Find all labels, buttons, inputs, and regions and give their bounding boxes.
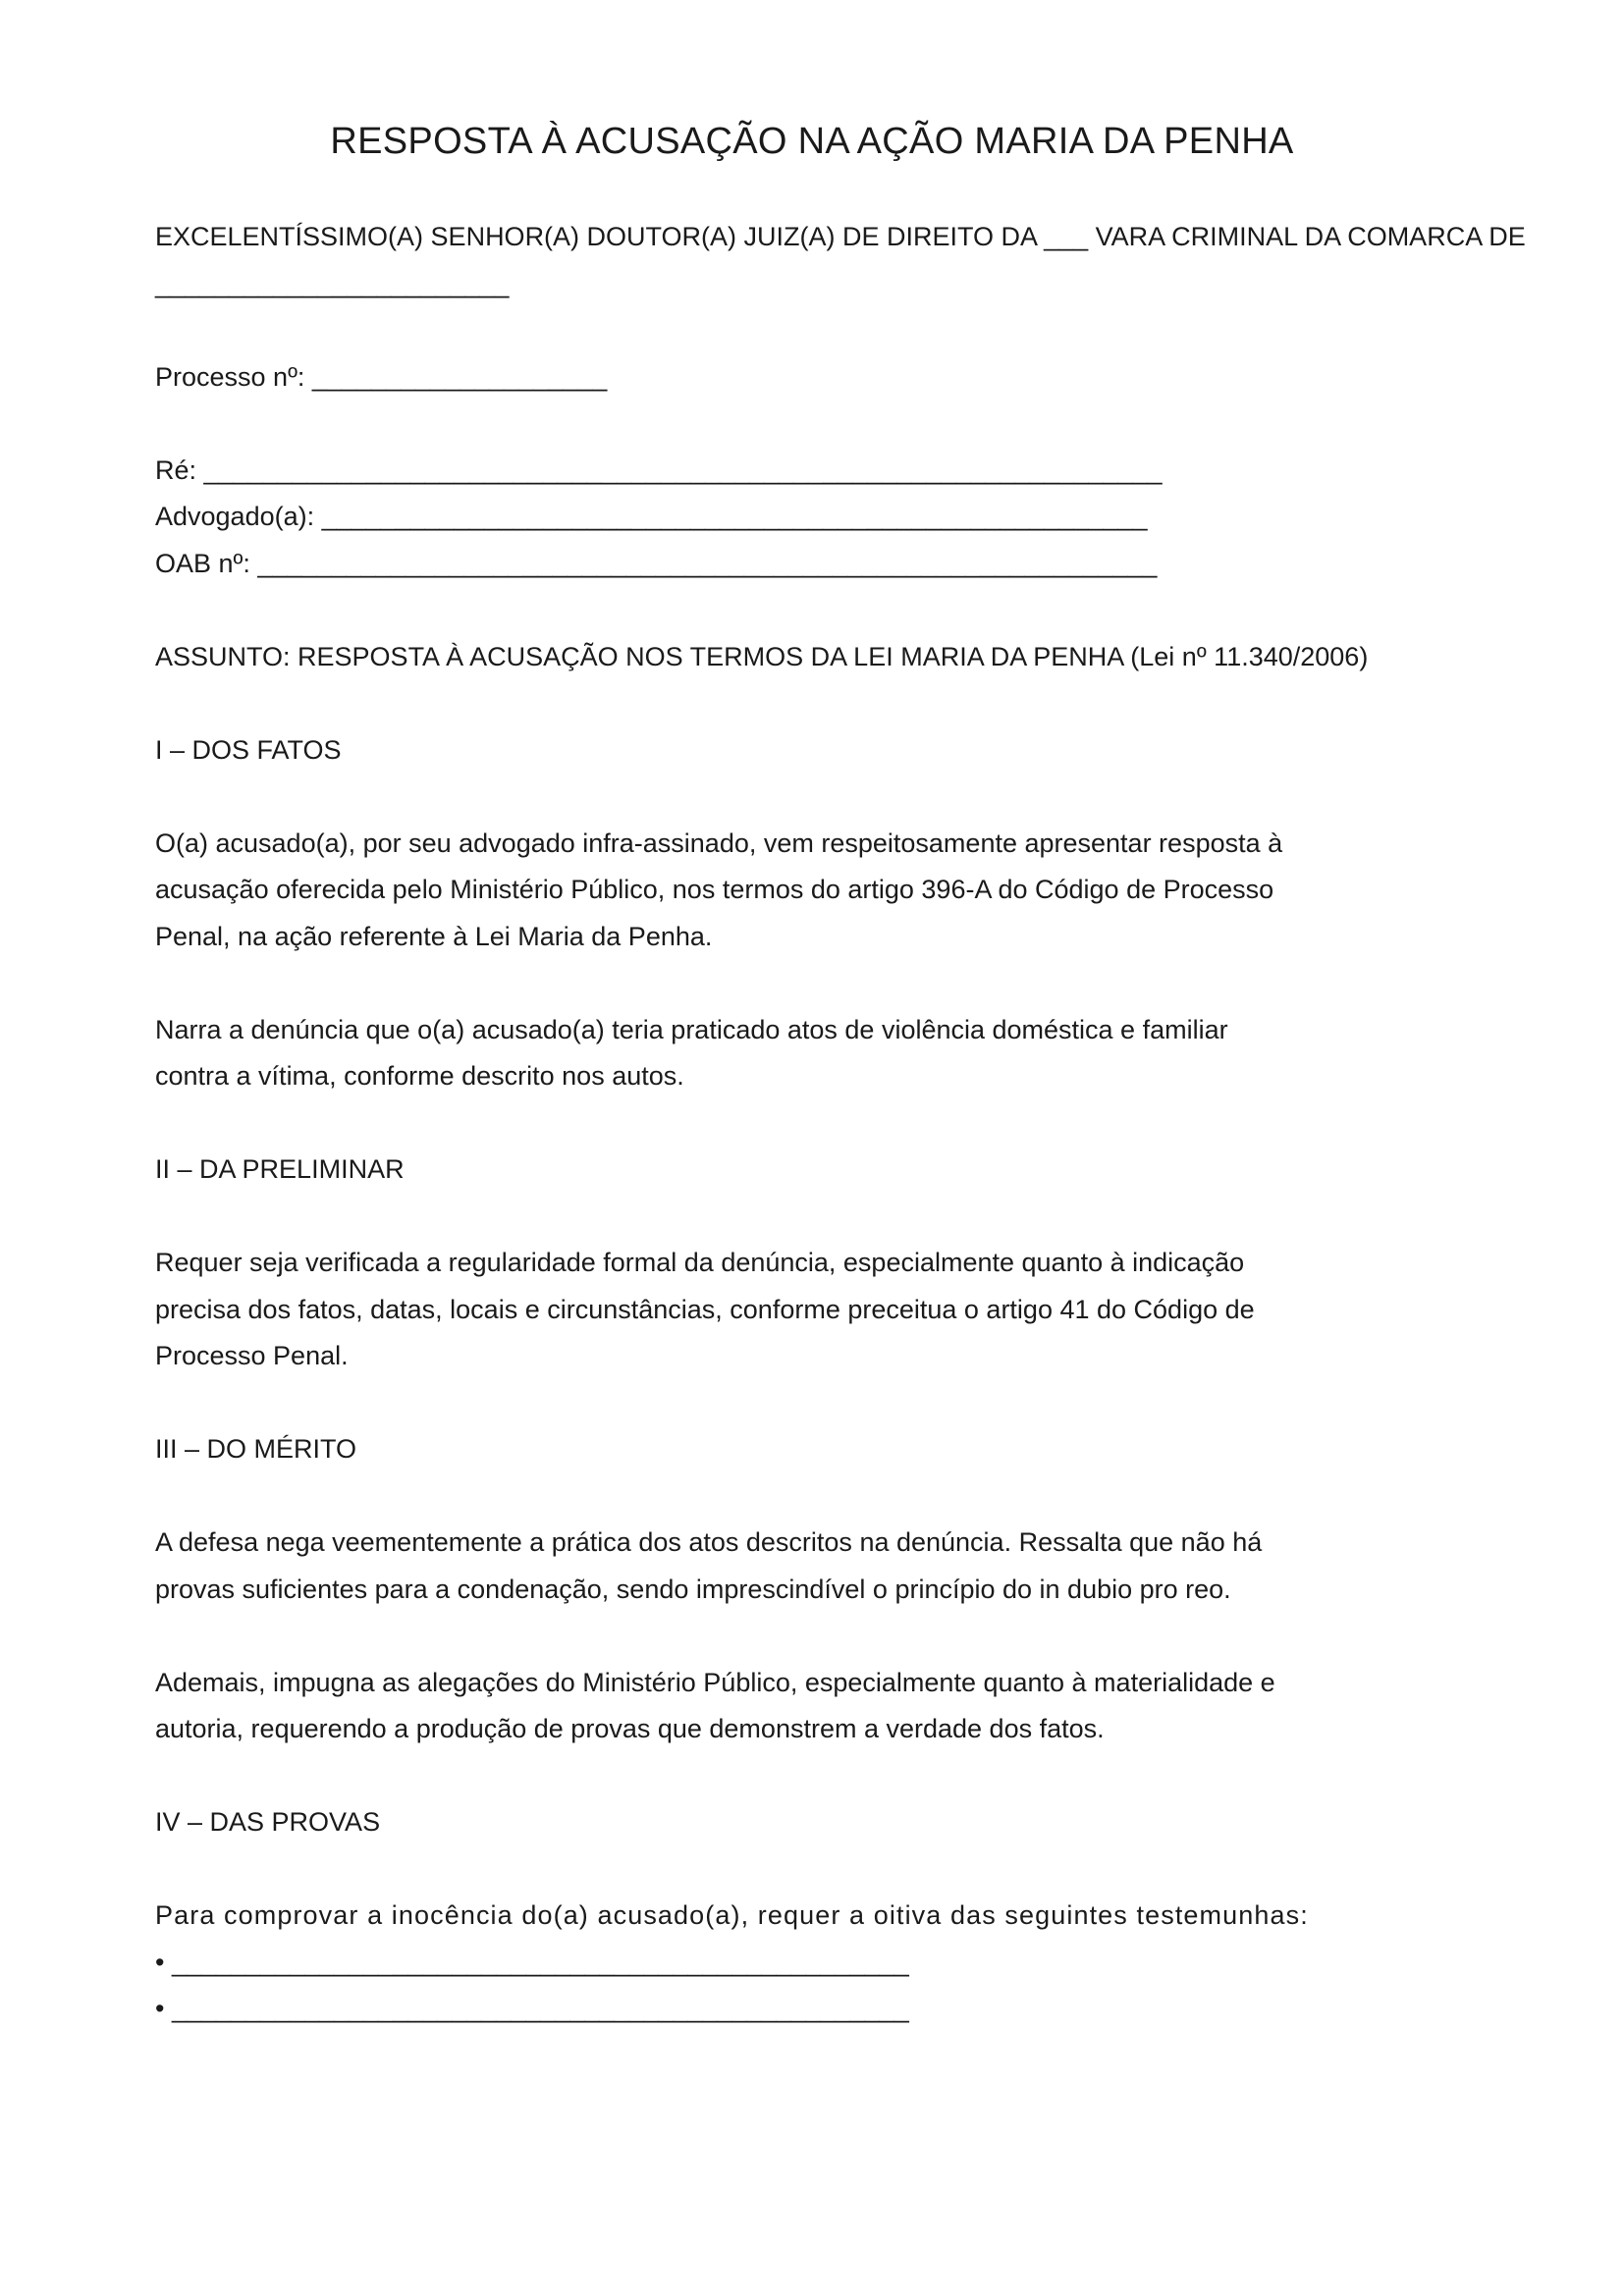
addressee-comarca-blank: ________________________ <box>155 268 510 298</box>
document-body <box>155 214 1589 2033</box>
re-field: Ré: _________________________________________________________________ <box>155 454 1163 485</box>
paragraph-line: acusação oferecida pelo Ministério Público, nos termos do artigo 396-A do Código de Processo <box>155 875 1274 904</box>
paragraph-line: Narra a denúncia que o(a) acusado(a) teria praticado atos de violência doméstica e familiar <box>155 1014 1228 1044</box>
paragraph-line: Ademais, impugna as alegações do Ministério Público, especialmente quanto à materialidade e <box>155 1667 1275 1697</box>
spacer <box>155 1380 1589 1427</box>
processo-field: Processo nº: ____________________ <box>155 361 608 392</box>
advogado-field: Advogado(a): ________________________________________________________ <box>155 502 1148 531</box>
spacer <box>155 1613 1589 1660</box>
document-title: RESPOSTA À ACUSAÇÃO NA AÇÃO MARIA DA PENHA <box>330 121 1294 162</box>
spacer <box>155 960 1589 1007</box>
section-heading-merito: III – DO MÉRITO <box>155 1434 357 1464</box>
spacer <box>155 587 1589 634</box>
oab-field: OAB nº: _____________________________________________________________ <box>155 548 1158 578</box>
spacer <box>155 1473 1589 1521</box>
spacer <box>155 1194 1589 1241</box>
paragraph-line: precisa dos fatos, datas, locais e circunstâncias, conforme preceitua o artigo 41 do Código de <box>155 1294 1255 1324</box>
spacer <box>155 400 1589 448</box>
spacer <box>155 774 1589 821</box>
section-heading-provas: IV – DAS PROVAS <box>155 1807 381 1837</box>
paragraph-line: contra a vítima, conforme descrito nos autos. <box>155 1061 684 1091</box>
spacer <box>155 1100 1589 1148</box>
section-heading-fatos: I – DOS FATOS <box>155 734 342 765</box>
paragraph-line: provas suficientes para a condenação, sendo imprescindível o princípio do in dubio pro reo. <box>155 1574 1231 1604</box>
spacer <box>155 1846 1589 1894</box>
witness-blank-line: • __________________________________________________ <box>155 1947 909 1977</box>
paragraph-line: autoria, requerendo a produção de provas que demonstrem a verdade dos fatos. <box>155 1714 1105 1743</box>
assunto-line: ASSUNTO: RESPOSTA À ACUSAÇÃO NOS TERMOS DA LEI MARIA DA PENHA (Lei nº 11.340/2006) <box>155 641 1369 671</box>
spacer <box>155 1753 1589 1800</box>
addressee-line: EXCELENTÍSSIMO(A) SENHOR(A) DOUTOR(A) JUIZ(A) DE DIREITO DA ___ VARA CRIMINAL DA COMARCA DE <box>155 222 1526 251</box>
spacer <box>155 307 1589 354</box>
witness-blank-line: • __________________________________________________ <box>155 1994 909 2023</box>
paragraph-line: O(a) acusado(a), por seu advogado infra-assinado, vem respeitosamente apresentar resposta à <box>155 828 1283 858</box>
paragraph-line: Requer seja verificada a regularidade formal da denúncia, especialmente quanto à indicação <box>155 1248 1245 1277</box>
paragraph-line: Penal, na ação referente à Lei Maria da Penha. <box>155 921 713 951</box>
provas-intro: Para comprovar a inocência do(a) acusado(a), requer a oitiva das seguintes testemunhas: <box>155 1900 1309 1930</box>
paragraph-line: A defesa nega veementemente a prática dos atos descritos na denúncia. Ressalta que não há <box>155 1527 1263 1557</box>
paragraph-line: Processo Penal. <box>155 1341 349 1370</box>
spacer <box>155 680 1589 727</box>
section-heading-preliminar: II – DA PRELIMINAR <box>155 1154 405 1184</box>
